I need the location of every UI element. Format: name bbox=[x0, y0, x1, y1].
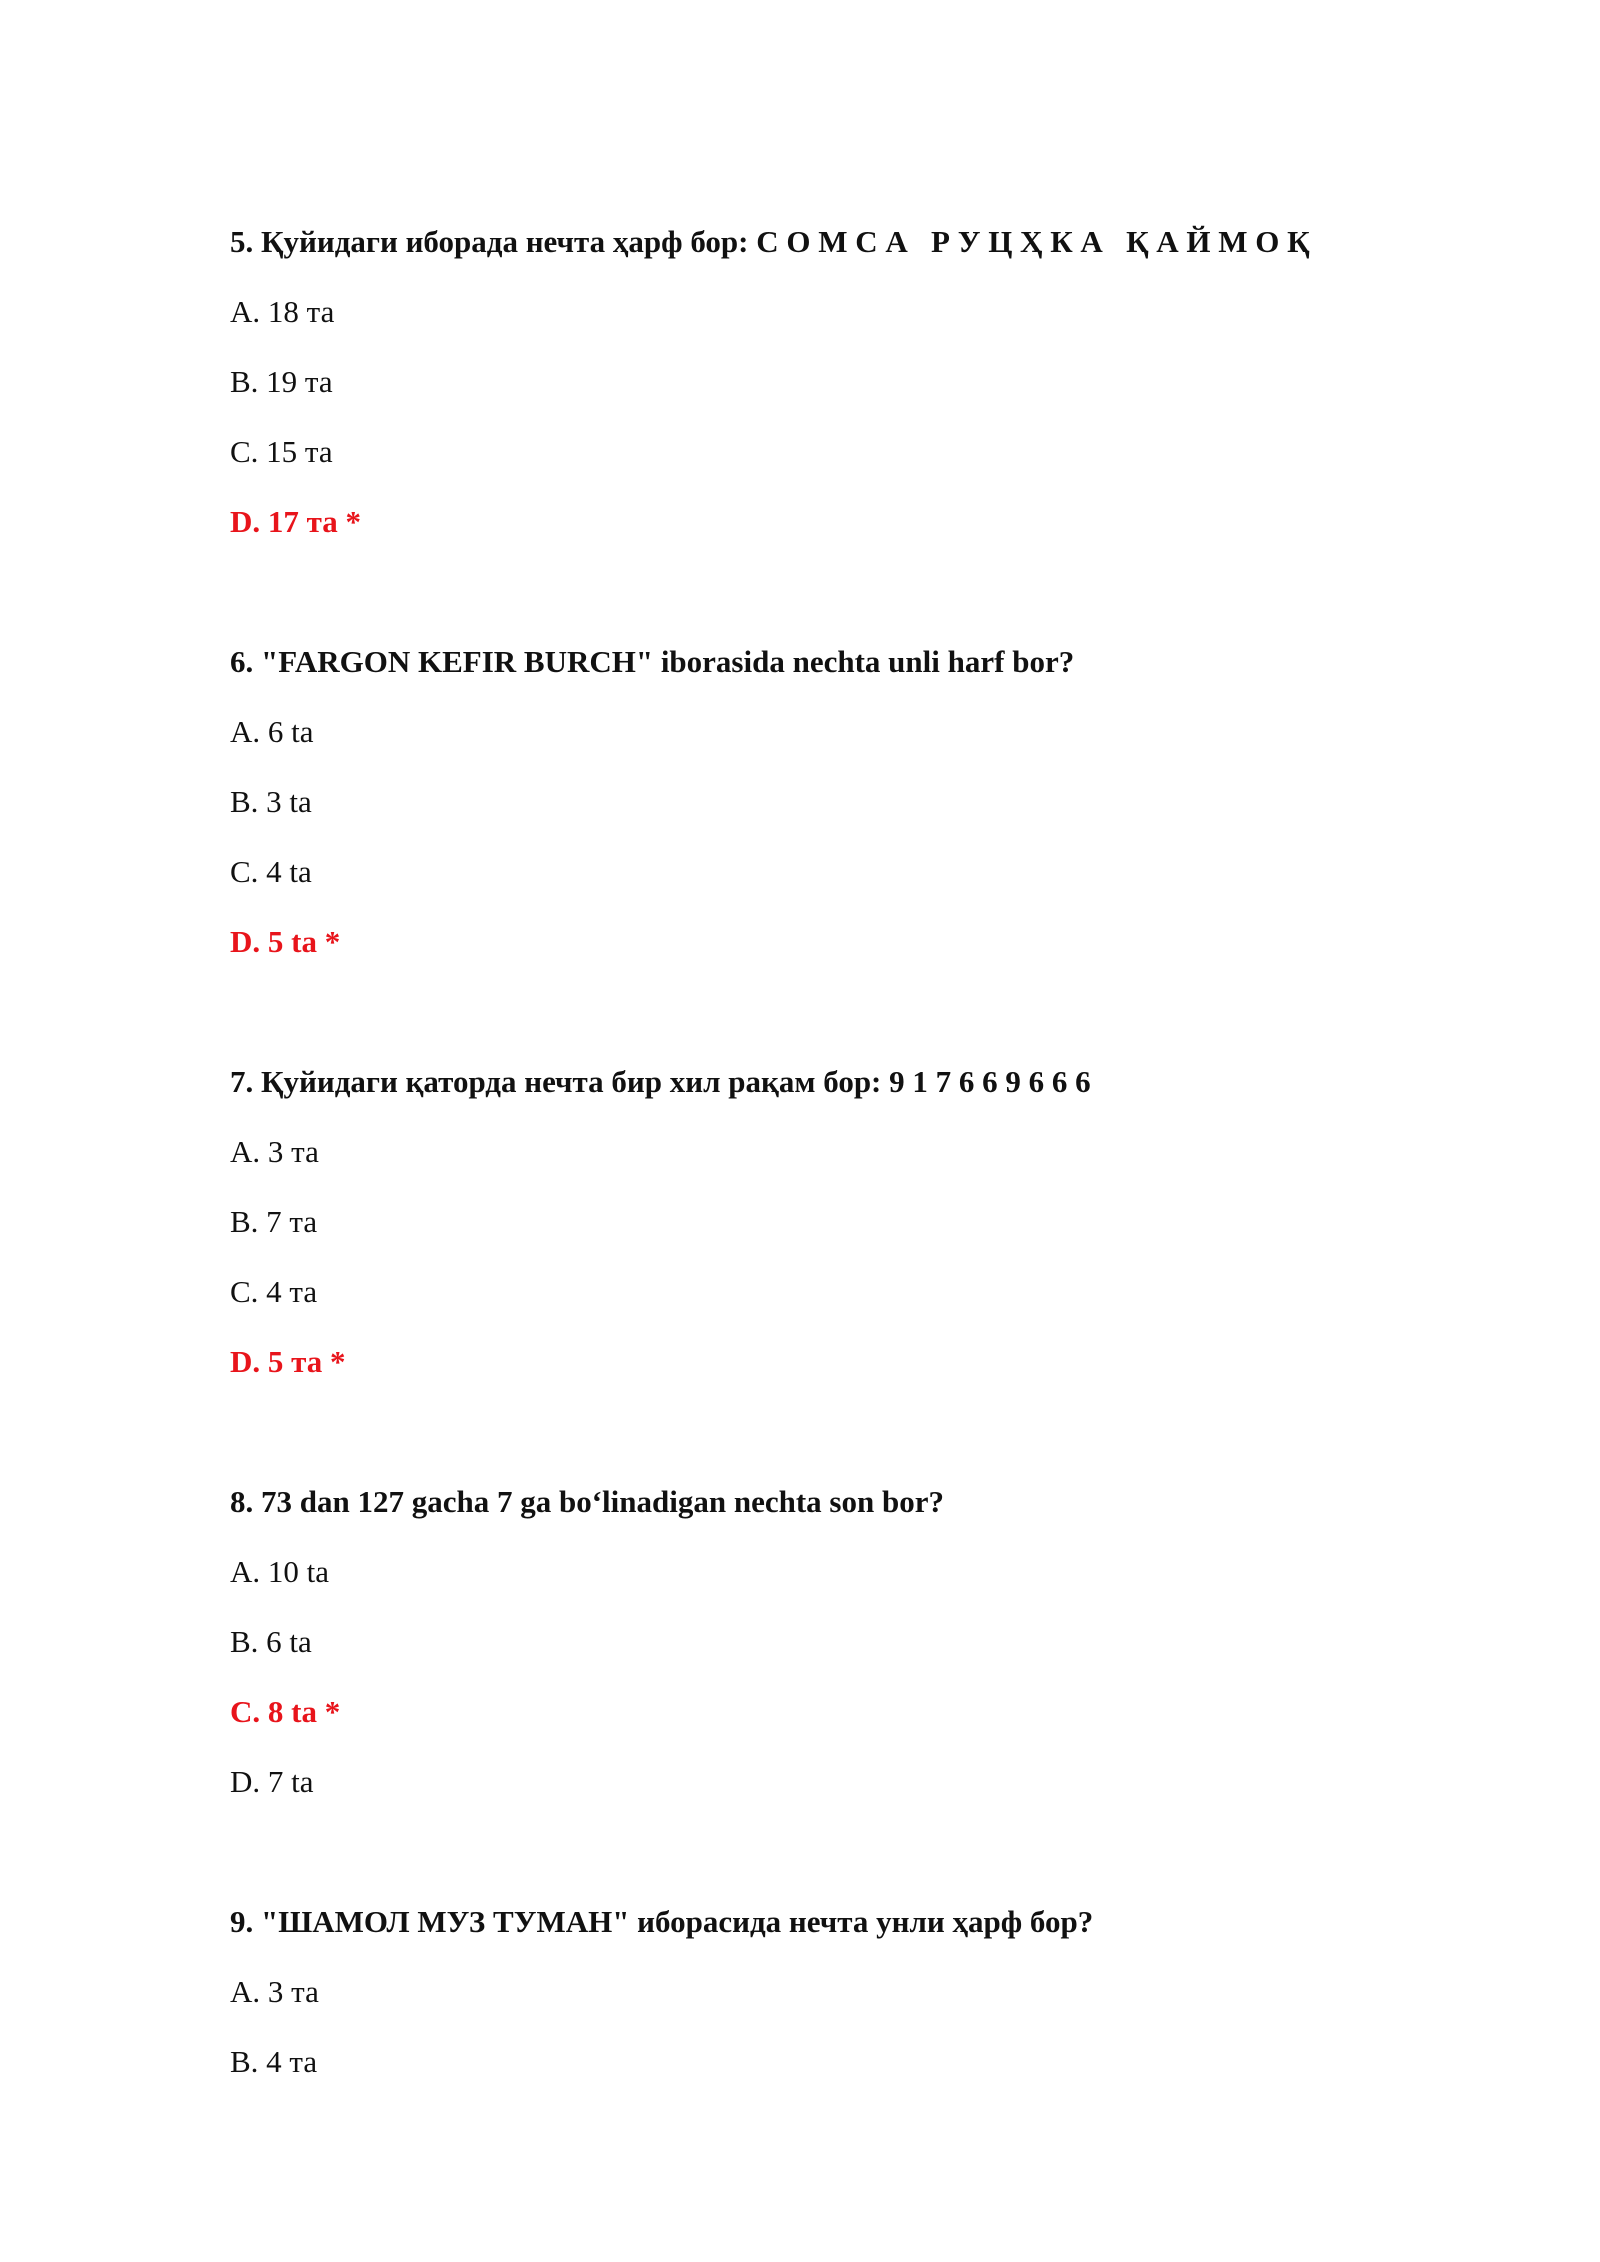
question-text: 9. "ШАМОЛ МУЗ ТУМАН" иборасида нечта унли ҳарф бор? bbox=[230, 1904, 1094, 1939]
option-d-correct: D. 17 та * bbox=[230, 504, 361, 539]
question-text: 8. 73 dan 127 gacha 7 ga bo‘linadigan nechta son bor? bbox=[230, 1484, 944, 1519]
option-a: A. 3 та bbox=[230, 1974, 319, 2009]
question-text: 7. Қуйидаги қаторда нечта бир хил рақам бор: 9 1 7 6 6 9 6 6 6 bbox=[230, 1064, 1091, 1099]
option-d: D. 7 ta bbox=[230, 1764, 314, 1799]
question-text: 5. Қуйидаги иборада нечта ҳарф бор: С О М С А Р У Ц Ҳ К А Қ А Й М О Қ bbox=[230, 224, 1310, 259]
option-c: C. 4 та bbox=[230, 1274, 318, 1309]
option-b: B. 6 ta bbox=[230, 1624, 312, 1659]
option-c-correct: C. 8 ta * bbox=[230, 1694, 341, 1729]
option-d-correct: D. 5 ta * bbox=[230, 924, 341, 959]
option-c: C. 15 та bbox=[230, 434, 333, 469]
option-d-correct: D. 5 та * bbox=[230, 1344, 346, 1379]
question-text: 6. "FARGON KEFIR BURCH" iborasida nechta unli harf bor? bbox=[230, 644, 1075, 679]
option-a: A. 6 ta bbox=[230, 714, 314, 749]
option-b: B. 7 та bbox=[230, 1204, 318, 1239]
question-block-6 bbox=[230, 642, 1530, 962]
question-block-9 bbox=[230, 1902, 1530, 2082]
question-block-7 bbox=[230, 1062, 1530, 1382]
question-block-5 bbox=[230, 222, 1530, 542]
option-c: C. 4 ta bbox=[230, 854, 312, 889]
option-b: B. 4 та bbox=[230, 2044, 318, 2079]
option-a: A. 18 та bbox=[230, 294, 335, 329]
option-a: A. 3 та bbox=[230, 1134, 319, 1169]
question-block-8 bbox=[230, 1482, 1530, 1802]
option-b: B. 19 та bbox=[230, 364, 333, 399]
option-b: B. 3 ta bbox=[230, 784, 312, 819]
option-a: A. 10 ta bbox=[230, 1554, 330, 1589]
